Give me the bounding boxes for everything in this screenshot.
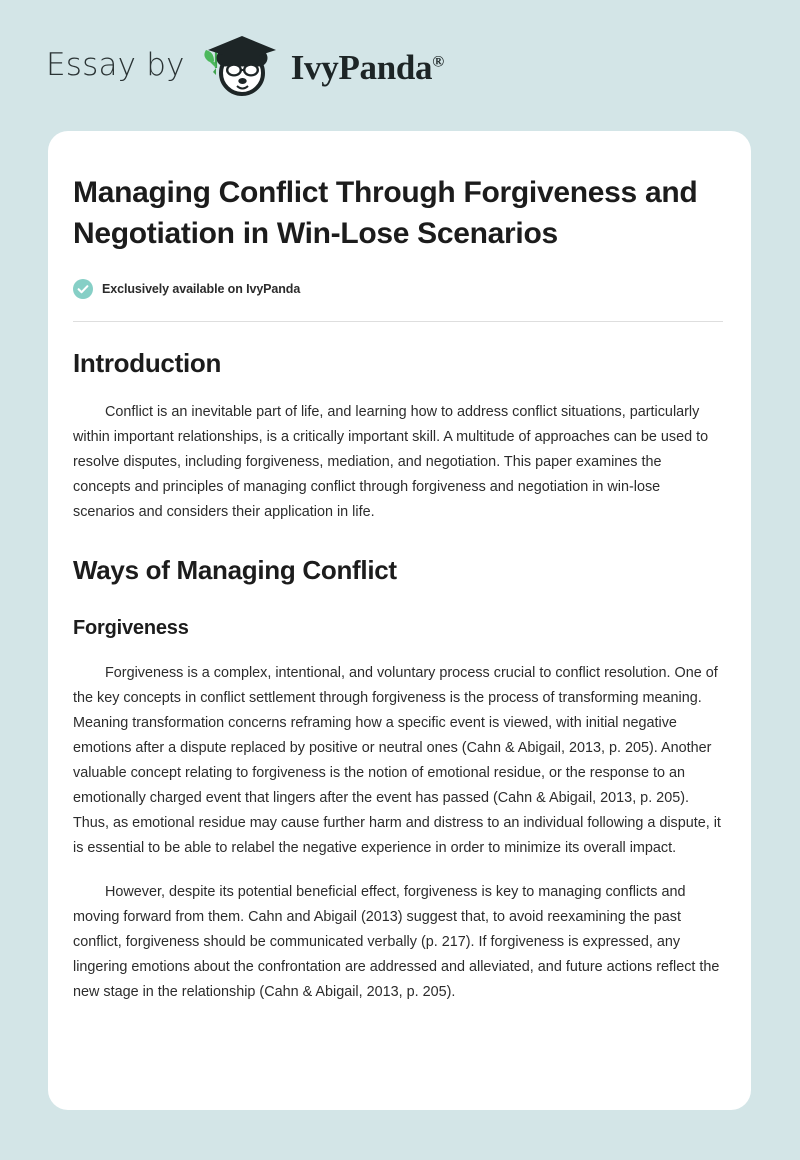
section-heading-introduction: Introduction (73, 347, 222, 378)
paragraph-forgiveness-2: However, despite its potential beneficial effect, forgiveness is key to managing conflicts and moving forward from them. Cahn and Abigail (2013) suggest that, to avoid reexamining the past conflict, forgiveness should be communicated verbally (p. 217). If forgiveness is expressed, any lingering emotions about the confrontation are addressed and alleviated, and future actions reflect the new stage in the relationship (Cahn & Abigail, 2013, p. 205). (73, 884, 720, 1001)
page-title: Managing Conflict Through Forgiveness and Negotiation in Win-Lose Scenarios (73, 176, 698, 251)
essay-by-label: Essay by (46, 47, 185, 83)
status-badge (73, 279, 723, 299)
ivypanda-panda-graduate-logo (195, 28, 281, 100)
essay-paper-card (48, 131, 751, 1110)
brand-header (0, 0, 800, 131)
check-circle-icon (73, 279, 93, 299)
status-badge-label: Exclusively available on IvyPanda (102, 281, 301, 296)
section-heading-forgiveness: Forgiveness (73, 617, 189, 640)
paragraph-introduction-1: Conflict is an inevitable part of life, and learning how to address conflict situations, particularly within important relationships, is a critically important skill. A multitude of approaches can be used to resolve disputes, including forgiveness, mediation, and negotiation. This paper examines the concepts and principles of managing conflict through forgiveness and negotiation in win-lose scenarios and considers their application in life. (73, 403, 709, 520)
wordmark-text: IvyPanda (290, 48, 433, 87)
ivypanda-wordmark (291, 50, 444, 85)
section-heading-ways-of-managing-conflict: Ways of Managing Conflict (73, 554, 397, 585)
paragraph-forgiveness-1: Forgiveness is a complex, intentional, and voluntary process crucial to conflict resolution. One of the key concepts in conflict settlement through forgiveness is the process of transforming meaning. Meaning transformation concerns reframing how a specific event is viewed, with initial negative emotions after a dispute replaced by positive or neutral ones (Cahn & Abigail, 2013, p. 205). Another valuable concept relating to forgiveness is the notion of emotional residue, or the response to an emotionally charged event that lingers after the event has passed (Cahn & Abigail, 2013, p. 205). Thus, as emotional residue may cause further harm and distress to an individual following a dispute, it is essential to be able to relabel the negative experience in order to minimize its overall impact. (73, 665, 721, 857)
registered-trademark-icon: ® (432, 53, 444, 71)
header-divider (73, 321, 723, 322)
